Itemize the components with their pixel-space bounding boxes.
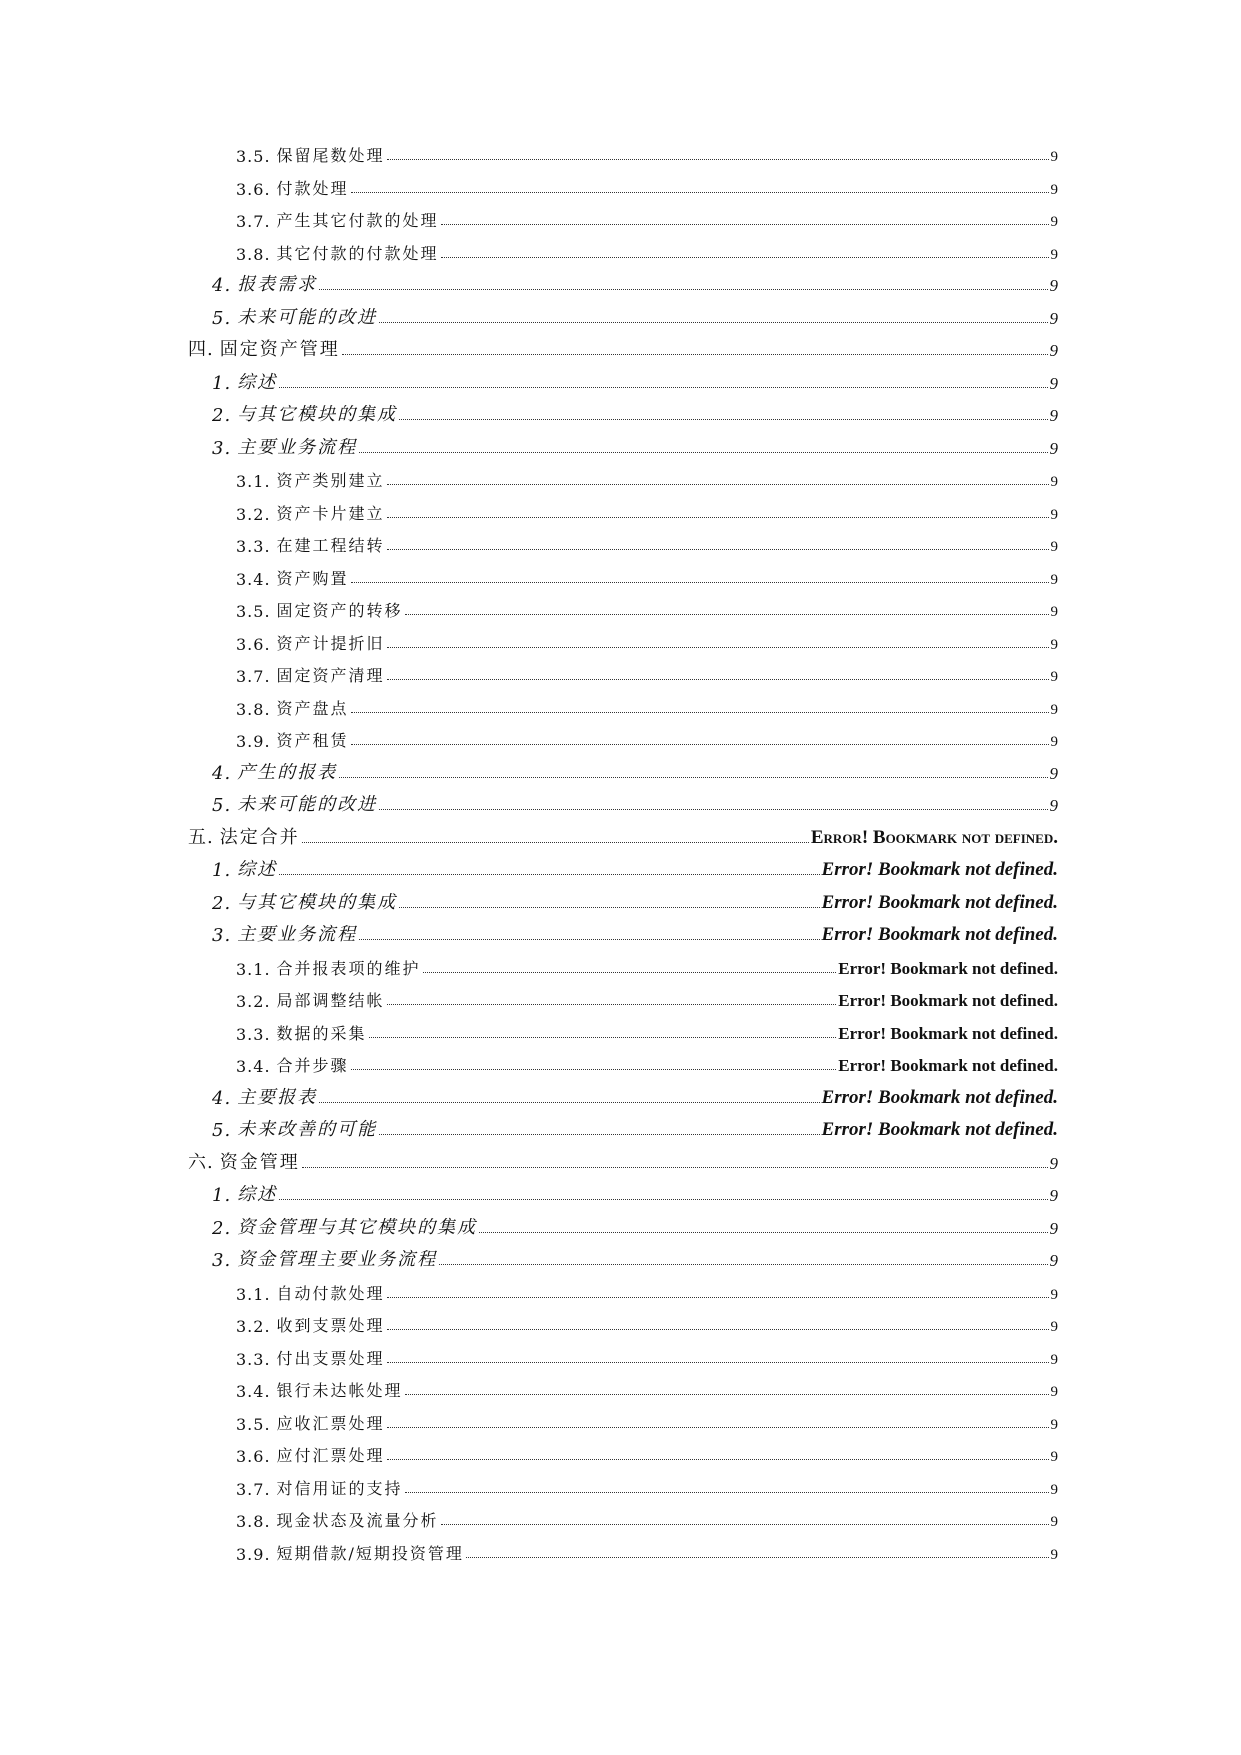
- toc-entry-title: 收到支票处理: [276, 1316, 385, 1335]
- toc-entry-number: 3.4.: [236, 1382, 271, 1401]
- toc-entry-title: 资金管理与其它模块的集成: [237, 1216, 478, 1238]
- toc-dot-leader: [405, 613, 1049, 615]
- toc-entry-number: 3.3.: [236, 1024, 271, 1044]
- toc-dot-leader: [387, 1328, 1049, 1330]
- toc-entry-number: 3.: [212, 1250, 232, 1271]
- toc-entry-number: 3.: [212, 437, 232, 459]
- toc-dot-leader: [387, 516, 1049, 518]
- toc-entry[interactable]: [188, 1146, 1058, 1174]
- toc-entry-title: 局部调整结帐: [276, 991, 385, 1010]
- toc-bookmark-error: Error! Bookmark not defined.: [838, 958, 1058, 978]
- toc-entry[interactable]: [212, 1178, 1058, 1206]
- toc-dot-leader: [387, 1296, 1049, 1298]
- toc-entry[interactable]: [236, 691, 1058, 719]
- toc-page-number: 9: [1050, 701, 1058, 718]
- toc-entry-number: 3.5.: [236, 1414, 271, 1434]
- toc-page-number: 9: [1049, 308, 1058, 328]
- toc-entry-number: 五.: [188, 826, 214, 848]
- toc-entry-title: 固定资产的转移: [276, 601, 403, 620]
- toc-dot-leader: [339, 776, 1047, 778]
- toc-entry-title: 与其它模块的集成: [237, 404, 398, 425]
- toc-page-number: 9: [1050, 604, 1058, 620]
- toc-entry-number: 3.4.: [236, 1057, 271, 1076]
- toc-entry[interactable]: [236, 983, 1058, 1011]
- toc-page-number: 9: [1050, 1384, 1058, 1400]
- toc-dot-leader: [379, 321, 1047, 323]
- toc-dot-leader: [302, 841, 809, 843]
- toc-dot-leader: [351, 191, 1049, 193]
- toc-page-number: 9: [1050, 636, 1058, 653]
- toc-entry-title: 主要业务流程: [237, 924, 358, 945]
- toc-page-number: 9: [1050, 246, 1058, 263]
- toc-entry[interactable]: [188, 821, 1058, 849]
- toc-dot-leader: [359, 451, 1047, 453]
- toc-entry[interactable]: [212, 268, 1058, 296]
- toc-entry-title: 资金管理主要业务流程: [237, 1249, 438, 1270]
- toc-dot-leader: [319, 1101, 819, 1103]
- toc-bookmark-error: Error! Bookmark not defined.: [821, 1119, 1058, 1140]
- toc-dot-leader: [399, 906, 819, 908]
- toc-page-number: 9: [1049, 1251, 1058, 1270]
- toc-entry-title: 付款处理: [276, 178, 349, 198]
- toc-bookmark-error: Error! Bookmark not defined.: [838, 1023, 1058, 1043]
- toc-dot-leader: [387, 1003, 837, 1005]
- toc-page-number: 9: [1050, 669, 1058, 685]
- toc-entry-number: 2.: [212, 892, 232, 914]
- toc-entry[interactable]: [236, 1438, 1058, 1466]
- toc-entry[interactable]: [212, 1211, 1058, 1239]
- toc-entry-title: 银行未达帐处理: [276, 1381, 403, 1400]
- toc-page-number: 9: [1049, 406, 1058, 425]
- toc-dot-leader: [441, 223, 1049, 225]
- toc-entry-number: 2.: [212, 1217, 232, 1239]
- toc-entry[interactable]: [212, 1243, 1058, 1271]
- toc-entry[interactable]: [236, 1406, 1058, 1434]
- toc-dot-leader: [387, 548, 1049, 550]
- toc-page-number: 9: [1050, 506, 1058, 523]
- toc-dot-leader: [319, 288, 1047, 290]
- toc-page-number: 9: [1049, 438, 1058, 458]
- toc-dot-leader: [441, 1523, 1049, 1525]
- toc-entry-title: 未来可能的改进: [237, 306, 378, 328]
- toc-entry-number: 1.: [212, 372, 232, 394]
- toc-entry-number: 六.: [188, 1151, 214, 1173]
- toc-entry-title: 固定资产清理: [276, 666, 385, 685]
- toc-entry[interactable]: [236, 658, 1058, 686]
- toc-entry[interactable]: [212, 1081, 1058, 1109]
- toc-bookmark-error: Error! Bookmark not defined.: [821, 859, 1058, 880]
- toc-entry[interactable]: [212, 918, 1058, 946]
- toc-entry-number: 3.6.: [236, 179, 271, 199]
- toc-dot-leader: [387, 1458, 1049, 1460]
- toc-dot-leader: [351, 711, 1049, 713]
- toc-dot-leader: [279, 873, 819, 875]
- toc-entry-title: 其它付款的付款处理: [276, 243, 439, 263]
- toc-entry-title: 产生的报表: [237, 761, 338, 783]
- toc-entry-number: 3.3.: [236, 1349, 271, 1369]
- toc-entry[interactable]: [236, 1503, 1058, 1531]
- toc-dot-leader: [387, 1361, 1049, 1363]
- toc-page-number: 9: [1050, 181, 1058, 198]
- toc-dot-leader: [279, 1198, 1047, 1200]
- toc-entry[interactable]: [236, 1016, 1058, 1044]
- toc-page-number: 9: [1050, 734, 1058, 750]
- toc-bookmark-error: Error! Bookmark not defined.: [821, 1086, 1058, 1108]
- toc-entry[interactable]: [236, 626, 1058, 654]
- toc-entry-number: 4.: [212, 275, 232, 296]
- toc-entry-number: 3.7.: [236, 667, 271, 686]
- toc-entry-number: 3.2.: [236, 992, 271, 1011]
- toc-dot-leader: [466, 1556, 1049, 1558]
- toc-entry[interactable]: [212, 886, 1058, 914]
- toc-entry-number: 5.: [212, 795, 232, 816]
- toc-page-number: 9: [1050, 1546, 1058, 1563]
- toc-entry[interactable]: [236, 1048, 1058, 1076]
- toc-page-number: 9: [1049, 276, 1058, 295]
- toc-entry-number: 3.5.: [236, 602, 271, 621]
- toc-entry-title: 与其它模块的集成: [237, 891, 398, 913]
- toc-dot-leader: [359, 938, 819, 940]
- toc-entry[interactable]: [236, 951, 1058, 979]
- toc-entry-number: 3.6.: [236, 1447, 271, 1466]
- toc-entry-title: 在建工程结转: [276, 536, 385, 555]
- toc-entry-title: 报表需求: [237, 274, 318, 295]
- toc-entry[interactable]: [236, 236, 1058, 264]
- toc-entry-number: 3.2.: [236, 504, 271, 524]
- toc-page-number: 9: [1050, 149, 1058, 165]
- toc-entry-title: 付出支票处理: [276, 1348, 385, 1368]
- toc-entry[interactable]: [212, 431, 1058, 459]
- toc-entry-title: 综述: [237, 859, 278, 880]
- toc-dot-leader: [439, 1263, 1047, 1265]
- toc-entry-title: 固定资产管理: [219, 339, 340, 360]
- toc-dot-leader: [405, 1393, 1049, 1395]
- toc-page-number: 9: [1050, 214, 1058, 230]
- toc-entry[interactable]: [212, 398, 1058, 426]
- toc-entry-number: 2.: [212, 405, 232, 426]
- toc-page-number: 9: [1050, 1319, 1058, 1335]
- toc-bookmark-error: Error! Bookmark not defined.: [810, 826, 1058, 848]
- toc-entry-title: 资产盘点: [276, 698, 349, 718]
- toc-page-number: 9: [1050, 539, 1058, 555]
- toc-entry[interactable]: [212, 788, 1058, 816]
- toc-page-number: 9: [1049, 763, 1058, 783]
- toc-entry[interactable]: [212, 301, 1058, 329]
- toc-entry[interactable]: [212, 756, 1058, 784]
- toc-entry-title: 合并步骤: [276, 1056, 349, 1075]
- toc-dot-leader: [479, 1231, 1047, 1233]
- toc-entry-number: 四.: [188, 339, 214, 360]
- toc-entry[interactable]: [236, 138, 1058, 166]
- toc-page-number: 9: [1049, 1218, 1058, 1238]
- toc-entry-number: 3.: [212, 925, 232, 946]
- toc-page-number: 9: [1050, 1481, 1058, 1498]
- toc-dot-leader: [279, 386, 1047, 388]
- toc-bookmark-error: Error! Bookmark not defined.: [838, 1056, 1058, 1075]
- toc-dot-leader: [405, 1491, 1049, 1493]
- toc-bookmark-error: Error! Bookmark not defined.: [821, 924, 1058, 945]
- toc-entry-title: 法定合并: [219, 826, 300, 848]
- toc-entry-number: 3.9.: [236, 1544, 271, 1564]
- toc-entry-title: 资产租赁: [276, 731, 349, 750]
- toc-dot-leader: [351, 581, 1049, 583]
- toc-entry-number: 3.8.: [236, 699, 271, 719]
- toc-dot-leader: [441, 256, 1049, 258]
- toc-entry-number: 3.8.: [236, 244, 271, 264]
- toc-entry[interactable]: [236, 171, 1058, 199]
- toc-entry[interactable]: [212, 366, 1058, 394]
- toc-entry-title: 应收汇票处理: [276, 1413, 385, 1433]
- toc-dot-leader: [387, 646, 1049, 648]
- toc-bookmark-error: Error! Bookmark not defined.: [838, 991, 1058, 1010]
- toc-bookmark-error: Error! Bookmark not defined.: [821, 891, 1058, 913]
- toc-entry-number: 3.9.: [236, 732, 271, 751]
- toc-dot-leader: [399, 418, 1047, 420]
- toc-entry-number: 3.7.: [236, 1479, 271, 1499]
- toc-entry[interactable]: [236, 1341, 1058, 1369]
- toc-entry-title: 合并报表项的维护: [276, 958, 421, 978]
- toc-entry-title: 主要业务流程: [237, 436, 358, 458]
- toc-page-number: 9: [1050, 1286, 1058, 1303]
- toc-page-number: 9: [1050, 1351, 1058, 1368]
- toc-entry-number: 3.5.: [236, 147, 271, 166]
- toc-entry-title: 现金状态及流量分析: [276, 1511, 439, 1530]
- toc-entry[interactable]: [236, 1536, 1058, 1564]
- toc-entry-title: 短期借款/短期投资管理: [276, 1543, 464, 1563]
- toc-entry-number: 3.1.: [236, 1284, 271, 1304]
- toc-entry-title: 自动付款处理: [276, 1283, 385, 1303]
- toc-entry-number: 3.1.: [236, 472, 271, 491]
- toc-entry-number: 3.8.: [236, 1512, 271, 1531]
- toc-dot-leader: [302, 1166, 1048, 1168]
- toc-entry-title: 综述: [237, 371, 278, 393]
- toc-page-number: 9: [1049, 1153, 1058, 1173]
- toc-entry-title: 产生其它付款的处理: [276, 211, 439, 230]
- toc-entry[interactable]: [212, 1113, 1058, 1141]
- toc-entry-number: 3.4.: [236, 569, 271, 589]
- toc-entry-title: 综述: [237, 1184, 278, 1205]
- toc-entry-number: 5.: [212, 1120, 232, 1141]
- toc-page-number: 9: [1049, 373, 1058, 393]
- toc-entry-title: 主要报表: [237, 1086, 318, 1108]
- toc-entry[interactable]: [236, 561, 1058, 589]
- toc-dot-leader: [351, 743, 1049, 745]
- toc-page-number: 9: [1050, 571, 1058, 588]
- toc-entry[interactable]: [236, 1276, 1058, 1304]
- toc-entry[interactable]: [236, 496, 1058, 524]
- toc-entry[interactable]: [236, 528, 1058, 556]
- toc-dot-leader: [379, 1133, 819, 1135]
- toc-entry-number: 3.6.: [236, 634, 271, 654]
- toc-dot-leader: [379, 808, 1047, 810]
- toc-page-number: 9: [1049, 341, 1058, 360]
- toc-dot-leader: [387, 483, 1049, 485]
- toc-entry-title: 资金管理: [219, 1151, 300, 1173]
- toc-page-number: 9: [1050, 474, 1058, 490]
- toc-entry[interactable]: [236, 1471, 1058, 1499]
- toc-entry[interactable]: [236, 593, 1058, 621]
- toc-dot-leader: [342, 353, 1048, 355]
- toc-entry-title: 资产计提折旧: [276, 633, 385, 653]
- toc-dot-leader: [387, 678, 1049, 680]
- toc-entry-number: 3.1.: [236, 959, 271, 979]
- toc-dot-leader: [369, 1036, 837, 1038]
- toc-entry-number: 4.: [212, 1087, 232, 1109]
- toc-entry-title: 资产卡片建立: [276, 503, 385, 523]
- toc-entry-title: 未来可能的改进: [237, 794, 378, 815]
- toc-entry-number: 3.2.: [236, 1317, 271, 1336]
- toc-entry-number: 3.7.: [236, 212, 271, 231]
- toc-page-number: 9: [1050, 1416, 1058, 1433]
- toc-entry-title: 数据的采集: [276, 1023, 367, 1043]
- toc-entry[interactable]: [236, 1373, 1058, 1401]
- toc-entry-title: 应付汇票处理: [276, 1446, 385, 1465]
- toc-entry[interactable]: [212, 853, 1058, 881]
- toc-page-number: 9: [1050, 1514, 1058, 1530]
- toc-entry-number: 4.: [212, 762, 232, 784]
- toc-dot-leader: [423, 971, 837, 973]
- toc-entry-number: 1.: [212, 1185, 232, 1206]
- toc-entry-title: 保留尾数处理: [276, 146, 385, 165]
- toc-page-number: 9: [1050, 1449, 1058, 1465]
- toc-entry-title: 资产类别建立: [276, 471, 385, 490]
- toc-entry-title: 未来改善的可能: [237, 1119, 378, 1140]
- toc-dot-leader: [351, 1068, 837, 1070]
- toc-dot-leader: [387, 1426, 1049, 1428]
- toc-entry[interactable]: [236, 203, 1058, 231]
- toc-entry-number: 3.3.: [236, 537, 271, 556]
- toc-entry[interactable]: [236, 1308, 1058, 1336]
- toc-entry-number: 1.: [212, 860, 232, 881]
- toc-entry[interactable]: [188, 333, 1058, 361]
- toc-page-number: 9: [1049, 796, 1058, 815]
- toc-entry[interactable]: [236, 723, 1058, 751]
- toc-dot-leader: [387, 158, 1049, 160]
- toc-entry-number: 5.: [212, 307, 232, 329]
- toc-entry-title: 资产购置: [276, 568, 349, 588]
- toc-entry-title: 对信用证的支持: [276, 1478, 403, 1498]
- toc-page-number: 9: [1049, 1186, 1058, 1205]
- toc-entry[interactable]: [236, 463, 1058, 491]
